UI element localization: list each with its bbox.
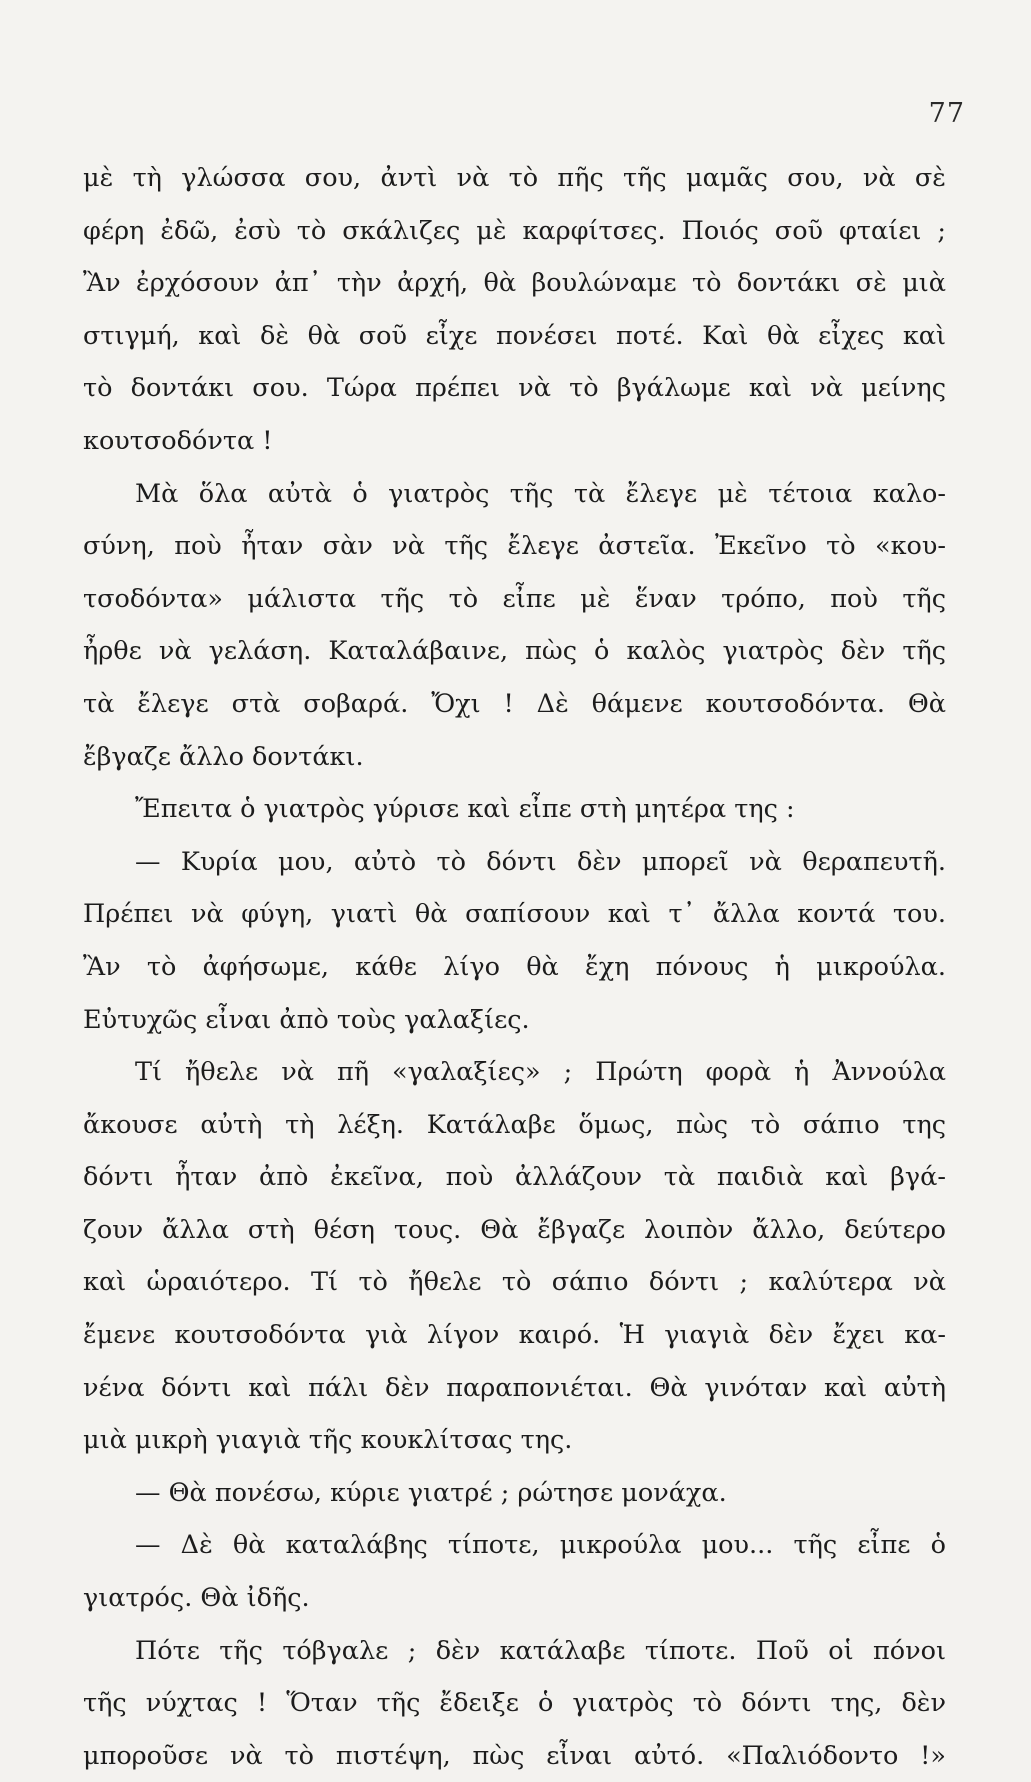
- text-line: φέρη ἐδῶ, ἐσὺ τὸ σκάλιζες μὲ καρφίτσες. Ποιός σοῦ φταίει ;: [83, 215, 946, 246]
- text-line: στιγμή, καὶ δὲ θὰ σοῦ εἶχε πονέσει ποτέ. Καὶ θὰ εἶχες καὶ: [83, 320, 946, 351]
- text-line: νένα δόντι καὶ πάλι δὲν παραπονιέται. Θὰ γινόταν καὶ αὐτὴ: [83, 1372, 946, 1403]
- text-line: — Θὰ πονέσω, κύριε γιατρέ ; ρώτησε μονάχα.: [135, 1477, 727, 1508]
- text-line: τσοδόντα» μάλιστα τῆς τὸ εἶπε μὲ ἕναν τρόπο, ποὺ τῆς: [83, 583, 946, 614]
- text-line: μιὰ μικρὴ γιαγιὰ τῆς κουκλίτσας της.: [83, 1425, 573, 1456]
- text-line: τῆς νύχτας ! Ὅταν τῆς ἔδειξε ὁ γιατρὸς τὸ δόντι της, δὲν: [83, 1688, 946, 1719]
- text-line: καὶ ὡραιότερο. Τί τὸ ἤθελε τὸ σάπιο δόντι ; καλύτερα νὰ: [83, 1267, 946, 1298]
- text-line: Ἔπειτα ὁ γιατρὸς γύρισε καὶ εἶπε στὴ μητέρα της :: [135, 794, 795, 825]
- text-line: ἄκουσε αὐτὴ τὴ λέξη. Κατάλαβε ὅμως, πὼς τὸ σάπιο της: [83, 1109, 946, 1140]
- text-body: [83, 152, 946, 1782]
- text-line: Εὐτυχῶς εἶναι ἀπὸ τοὺς γαλαξίες.: [83, 1004, 530, 1035]
- text-line: ζουν ἄλλα στὴ θέση τους. Θὰ ἔβγαζε λοιπὸν ἄλλο, δεύτερο: [83, 1214, 946, 1245]
- text-line: τὰ ἔλεγε στὰ σοβαρά. Ὄχι ! Δὲ θάμενε κουτσοδόντα. Θὰ: [83, 688, 946, 719]
- text-line: γιατρός. Θὰ ἰδῆς.: [83, 1583, 310, 1614]
- text-line: δόντι ἦταν ἀπὸ ἐκεῖνα, ποὺ ἀλλάζουν τὰ παιδιὰ καὶ βγά-: [83, 1162, 946, 1193]
- text-line: — Κυρία μου, αὐτὸ τὸ δόντι δὲν μπορεῖ νὰ θεραπευτῆ.: [135, 846, 946, 877]
- page-number: 77: [928, 98, 965, 129]
- text-line: Πότε τῆς τόβγαλε ; δὲν κατάλαβε τίποτε. Ποῦ οἱ πόνοι: [135, 1635, 946, 1666]
- text-line: ἦρθε νὰ γελάση. Καταλάβαινε, πὼς ὁ καλὸς γιατρὸς δὲν τῆς: [83, 636, 946, 667]
- text-line: μὲ τὴ γλώσσα σου, ἀντὶ νὰ τὸ πῆς τῆς μαμᾶς σου, νὰ σὲ: [83, 163, 946, 193]
- text-line: Ἂν τὸ ἀφήσωμε, κάθε λίγο θὰ ἔχη πόνους ἡ μικρούλα.: [83, 951, 946, 982]
- text-line: Ἂν ἐρχόσουν ἀπ᾿ τὴν ἀρχή, θὰ βουλώναμε τὸ δοντάκι σὲ μιὰ: [83, 268, 946, 299]
- text-line: μποροῦσε νὰ τὸ πιστέψη, πὼς εἶναι αὐτό. «Παλιόδοντο !»: [83, 1740, 946, 1771]
- text-line: κουτσοδόντα !: [83, 425, 273, 456]
- text-line: τὸ δοντάκι σου. Τώρα πρέπει νὰ τὸ βγάλωμε καὶ νὰ μείνης: [83, 373, 946, 404]
- text-line: Τί ἤθελε νὰ πῆ «γαλαξίες» ; Πρώτη φορὰ ἡ Ἀννούλα: [135, 1057, 946, 1088]
- text-line: σύνη, ποὺ ἦταν σὰν νὰ τῆς ἔλεγε ἀστεῖα. Ἐκεῖνο τὸ «κου-: [83, 531, 946, 562]
- text-line: — Δὲ θὰ καταλάβης τίποτε, μικρούλα μου... τῆς εἶπε ὁ: [135, 1530, 946, 1561]
- text-line: Μὰ ὅλα αὐτὰ ὁ γιατρὸς τῆς τὰ ἔλεγε μὲ τέτοια καλο-: [135, 478, 946, 509]
- text-line: ἔβγαζε ἄλλο δοντάκι.: [83, 741, 364, 772]
- text-line: Πρέπει νὰ φύγη, γιατὶ θὰ σαπίσουν καὶ τ᾿ ἄλλα κοντά του.: [83, 899, 946, 930]
- text-line: ἔμενε κουτσοδόντα γιὰ λίγον καιρό. Ἡ γιαγιὰ δὲν ἔχει κα-: [83, 1320, 946, 1351]
